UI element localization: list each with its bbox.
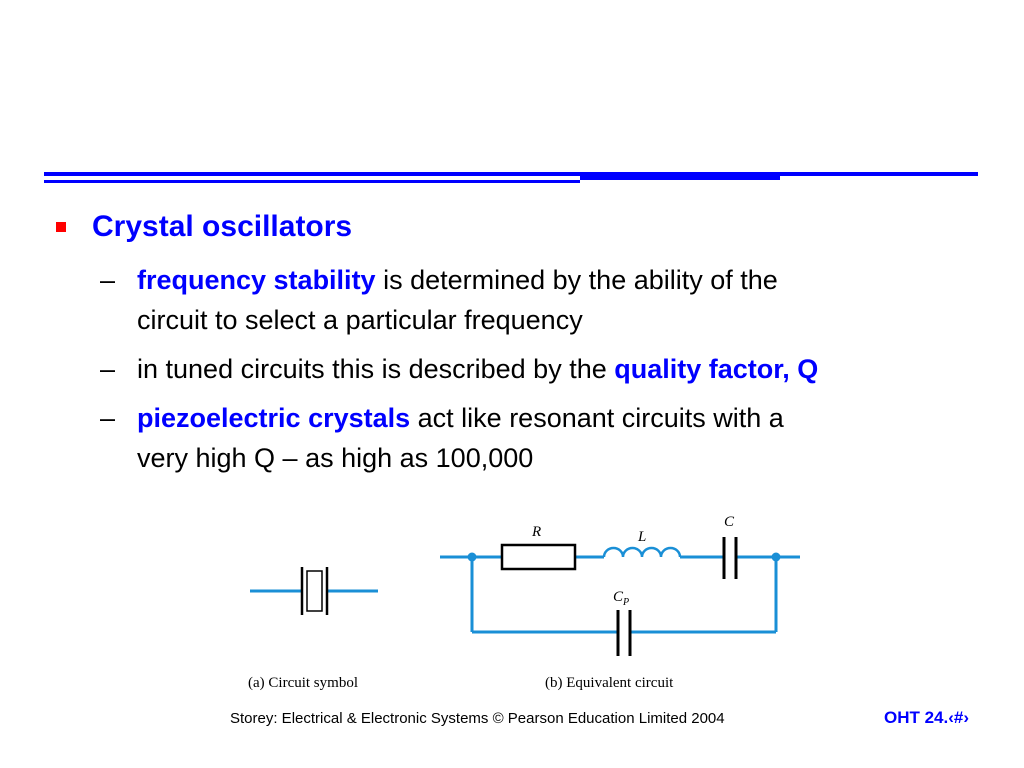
caption-b: (b) Equivalent circuit <box>545 675 674 691</box>
label-r: R <box>532 524 542 540</box>
label-cp: $C_P$ <box>613 589 630 608</box>
dash-2: – <box>100 354 116 384</box>
crystal-plates <box>302 567 327 615</box>
highlight-piezoelectric-crystals: piezoelectric crystals <box>137 403 411 433</box>
highlight-quality-factor: quality factor, Q <box>614 354 819 384</box>
dash-3: – <box>100 403 116 433</box>
label-l: L <box>638 529 647 545</box>
resistor-r <box>502 545 575 569</box>
dash-1: – <box>100 265 116 295</box>
highlight-frequency-stability: frequency stability <box>137 265 376 295</box>
footer-copyright: Storey: Electrical & Electronic Systems © Pearson Education Limited 2004 <box>230 710 725 727</box>
main-heading: Crystal oscillators <box>92 210 353 243</box>
bullet-3-text: act like resonant circuits with a <box>410 403 784 433</box>
bullet-1-text: is determined by the ability of the <box>375 265 778 295</box>
junction-right <box>772 553 781 562</box>
label-c: C <box>724 514 735 530</box>
capacitor-cp <box>618 610 630 656</box>
capacitor-c <box>724 537 736 579</box>
footer-slide-number: OHT 24.‹#› <box>884 708 970 727</box>
bullet-3-line2: very high Q – as high as 100,000 <box>137 443 534 473</box>
bullet-2-text: in tuned circuits this is described by the <box>137 354 615 384</box>
junction-left <box>468 553 477 562</box>
caption-a: (a) Circuit symbol <box>248 675 358 691</box>
bullet-1-line2: circuit to select a particular frequency <box>137 305 583 335</box>
